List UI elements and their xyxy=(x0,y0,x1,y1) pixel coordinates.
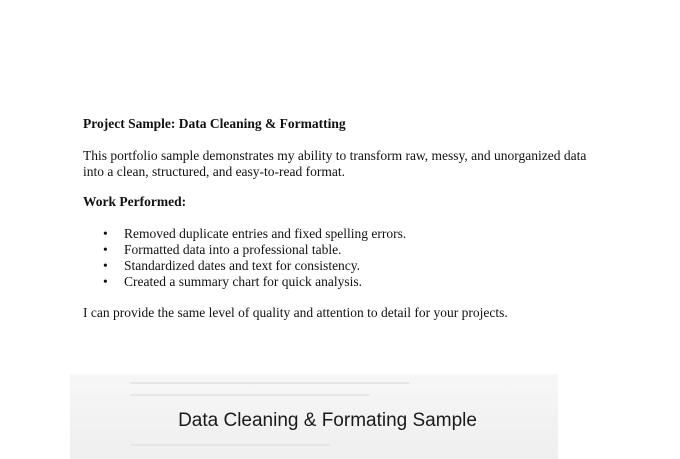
bullet-icon: • xyxy=(103,226,108,241)
faded-text-line xyxy=(130,444,330,446)
work-performed-heading: Work Performed: xyxy=(83,194,187,209)
work-performed-list xyxy=(83,226,406,290)
list-item-text: Formatted data into a professional table. xyxy=(124,242,342,257)
list-item-text: Removed duplicate entries and fixed spelling errors. xyxy=(124,226,407,241)
intro-line: This portfolio sample demonstrates my ability to transform raw, messy, and unorganized data xyxy=(83,148,587,163)
bullet-icon: • xyxy=(103,242,108,257)
list-item xyxy=(83,242,406,258)
list-item-text: Created a summary chart for quick analysis. xyxy=(124,274,363,289)
closing-statement: I can provide the same level of quality and attention to detail for your projects. xyxy=(83,305,508,320)
intro-paragraph xyxy=(83,148,603,180)
bullet-icon: • xyxy=(103,258,108,273)
list-item xyxy=(83,274,406,290)
sample-caption: Data Cleaning & Formating Sample xyxy=(178,410,477,431)
document-heading: Project Sample: Data Cleaning & Formatting xyxy=(83,116,346,131)
intro-line: into a clean, structured, and easy-to-read format. xyxy=(83,164,346,179)
list-item xyxy=(83,258,406,274)
list-item xyxy=(83,226,406,242)
faded-text-line xyxy=(130,394,370,396)
list-item-text: Standardized dates and text for consistency. xyxy=(124,258,361,273)
bullet-icon: • xyxy=(103,274,108,289)
faded-text-line xyxy=(130,382,410,384)
